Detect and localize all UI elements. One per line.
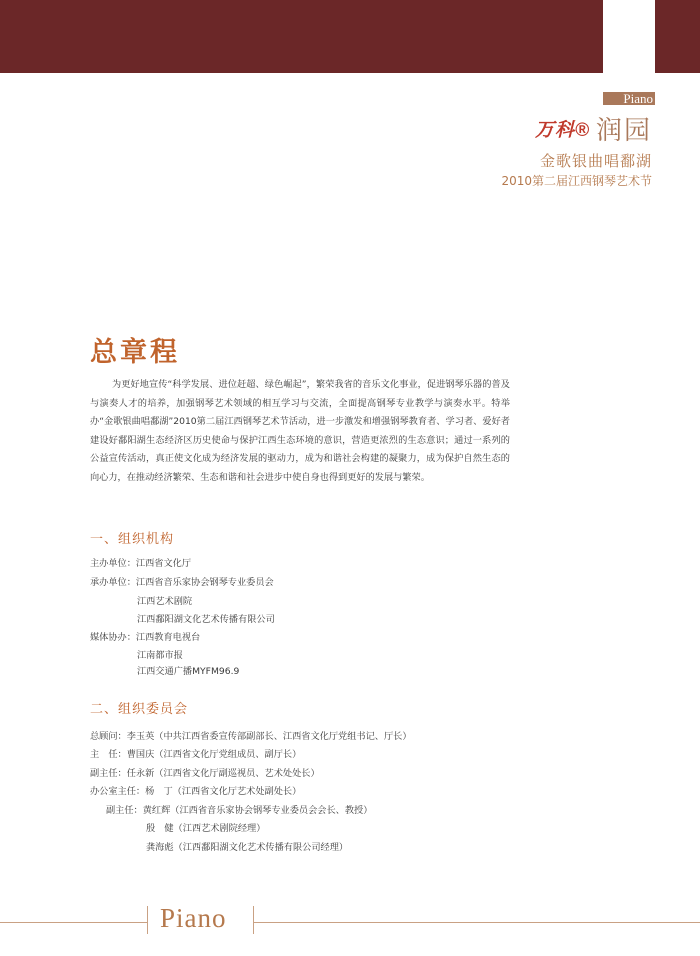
org-line: 江西艺术剧院	[137, 596, 193, 607]
event-slogan: 金歌银曲唱鄱湖	[539, 152, 652, 170]
committee-line: 主 任：曹国庆（江西省文化厅党组成员、副厅长）	[90, 749, 302, 760]
page-title: 总章程	[90, 337, 180, 368]
header-band	[0, 0, 603, 73]
logo-name: 润园	[595, 116, 652, 146]
org-line: 江南都市报	[137, 650, 183, 661]
committee-line: 副主任：黄红辉（江西省音乐家协会钢琴专业委员会会长、教授）	[106, 805, 373, 816]
committee-line: 办公室主任：杨 丁（江西省文化厅艺术处副处长）	[90, 786, 302, 797]
footer-tick-left	[147, 906, 148, 934]
brand-logo	[535, 110, 652, 147]
logo-brand: 万科®	[534, 120, 590, 141]
committee-line: 总顾问：李玉英（中共江西省委宣传部副部长、江西省文化厅党组书记、厅长）	[90, 731, 412, 742]
section-title-organization: 一、组织机构	[90, 532, 175, 547]
footer-rule-left	[0, 922, 147, 923]
org-line: 承办单位：江西省音乐家协会钢琴专业委员会	[90, 577, 274, 588]
event-name: 2010第二届江西钢琴艺术节	[501, 174, 652, 188]
footer-tick-right	[253, 906, 254, 934]
org-line: 主办单位：江西省文化厅	[90, 558, 192, 569]
header-band-right	[655, 0, 700, 73]
committee-line: 龚海彪（江西鄱阳湖文化艺术传播有限公司经理）	[146, 842, 349, 853]
intro-paragraph: 为更好地宣传“科学发展、进位赶超、绿色崛起”，繁荣我省的音乐文化事业，促进钢琴乐器的普及与演奏人才的培养，加强钢琴艺术领域的相互学习与交流，全面提高钢琴专业教学与演奏水平。特举办“金歌银曲唱鄱湖”2010第二届江西钢琴艺术节活动，进一步激发和增强钢琴教育者、学习者、爱好者建设好鄱阳湖生态经济区历史使命与保护江西生态环境的意识，营造更浓烈的生态意识；通过一系列的公益宣传活动，真正使文化成为经济发展的驱动力，成为和谐社会构建的凝聚力，成为保护自然生态的向心力，在推动经济繁荣、生态和谐和社会进步中使自身也得到更好的发展与繁荣。	[90, 379, 510, 483]
section-title-committee: 二、组织委员会	[90, 702, 189, 717]
piano-tab-label: Piano	[603, 92, 655, 105]
org-line: 媒体协办：江西教育电视台	[90, 632, 201, 643]
footer-piano-word: Piano	[160, 903, 227, 933]
committee-line: 殷 健（江西艺术剧院经理）	[146, 823, 266, 834]
org-line: 江西鄱阳湖文化艺术传播有限公司	[137, 614, 275, 625]
org-line: 江西交通广播MYFM96.9	[137, 666, 240, 677]
committee-line: 副主任：任永新（江西省文化厅副巡视员、艺术处处长）	[90, 768, 320, 779]
footer-rule-right	[253, 922, 700, 923]
